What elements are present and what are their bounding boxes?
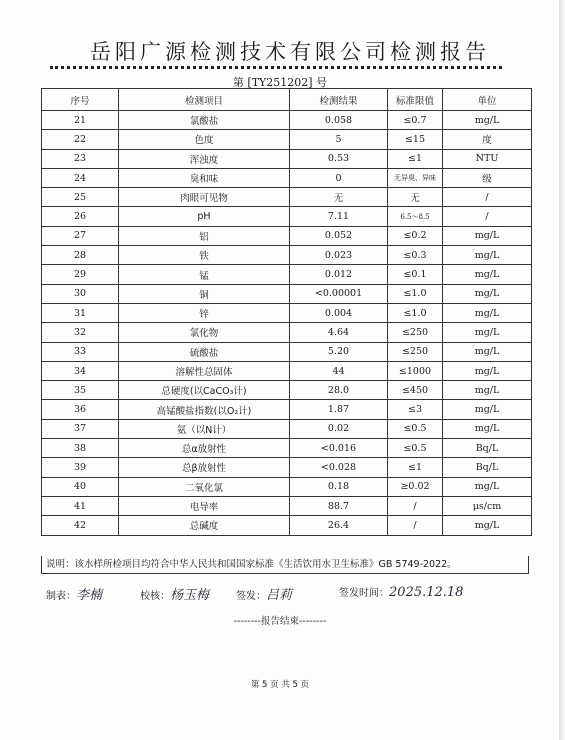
cell-limit: ≤1 xyxy=(388,149,443,168)
cell-unit: / xyxy=(443,188,532,207)
cell-result: 0.012 xyxy=(290,265,388,284)
col-header-limit: 标准限值 xyxy=(388,89,443,111)
cell-unit: 度 xyxy=(443,130,532,149)
cell-item: 总β放射性 xyxy=(119,458,290,477)
issued-by xyxy=(236,584,292,603)
cell-item: 总硬度(以CaCO₃计) xyxy=(119,381,290,400)
cell-limit: ≤0.5 xyxy=(388,419,443,438)
cell-no: 34 xyxy=(42,361,119,380)
issue-date-value: 2025.12.18 xyxy=(389,585,464,600)
cell-limit: ≤450 xyxy=(388,381,443,400)
cell-item: 溶解性总固体 xyxy=(119,361,290,380)
prepared-signature: 李楠 xyxy=(76,588,103,603)
cell-limit: ≤0.1 xyxy=(388,265,443,284)
cell-no: 21 xyxy=(42,111,119,130)
cell-item: 总碱度 xyxy=(119,516,290,535)
cell-result: 44 xyxy=(290,361,388,380)
cell-result: 0.53 xyxy=(290,149,388,168)
cell-no: 41 xyxy=(42,496,119,515)
cell-limit: ≤1 xyxy=(388,458,443,477)
cell-limit: ≤15 xyxy=(388,130,443,149)
cell-limit: / xyxy=(388,496,443,515)
cell-no: 27 xyxy=(42,226,119,245)
cell-limit: ≤3 xyxy=(388,400,443,419)
cell-no: 42 xyxy=(42,516,119,535)
table-row xyxy=(42,226,532,245)
cell-unit: mg/L xyxy=(443,381,532,400)
report-title: 岳阳广源检测技术有限公司检测报告 xyxy=(90,40,490,64)
cell-unit: μs/cm xyxy=(443,496,532,515)
cell-result: 4.64 xyxy=(290,323,388,342)
checked-label: 校核： xyxy=(140,591,170,602)
table-row xyxy=(42,207,532,226)
cell-unit: mg/L xyxy=(443,303,532,322)
cell-unit: mg/L xyxy=(443,361,532,380)
cell-unit: Bq/L xyxy=(443,458,532,477)
prepared-by xyxy=(46,584,102,603)
cell-result: 0.18 xyxy=(290,477,388,496)
checked-signature: 杨玉梅 xyxy=(170,588,210,603)
col-header-no: 序号 xyxy=(42,89,119,111)
cell-no: 22 xyxy=(42,130,119,149)
cell-no: 29 xyxy=(42,265,119,284)
cell-item: pH xyxy=(119,207,290,226)
issued-signature: 吕莉 xyxy=(266,588,293,603)
cell-item: 铜 xyxy=(119,284,290,303)
cell-no: 30 xyxy=(42,284,119,303)
table-row xyxy=(42,303,532,322)
cell-item: 总α放射性 xyxy=(119,439,290,458)
cell-result: 0.052 xyxy=(290,226,388,245)
title-divider xyxy=(50,66,502,69)
cell-unit: mg/L xyxy=(443,342,532,361)
cell-limit: 6.5～8.5 xyxy=(388,207,443,226)
cell-limit: ≤0.5 xyxy=(388,439,443,458)
col-header-unit: 单位 xyxy=(443,89,532,111)
page-number: 第 5 页 共 5 页 xyxy=(250,680,310,690)
cell-item: 氯化物 xyxy=(119,323,290,342)
cell-limit: ≤0.7 xyxy=(388,111,443,130)
cell-unit: mg/L xyxy=(443,265,532,284)
cell-item: 色度 xyxy=(119,130,290,149)
cell-limit: 无异臭、异味 xyxy=(388,168,443,187)
table-row xyxy=(42,400,532,419)
col-header-result: 检测结果 xyxy=(290,89,388,111)
cell-limit: / xyxy=(388,516,443,535)
cell-no: 39 xyxy=(42,458,119,477)
cell-unit: Bq/L xyxy=(443,439,532,458)
cell-result: 26.4 xyxy=(290,516,388,535)
cell-result: 88.7 xyxy=(290,496,388,515)
table-row xyxy=(42,168,532,187)
cell-no: 26 xyxy=(42,207,119,226)
table-row xyxy=(42,246,532,265)
cell-result: 5.20 xyxy=(290,342,388,361)
issue-date-label: 签发时间： xyxy=(339,588,389,599)
cell-item: 氨（以N计） xyxy=(119,419,290,438)
cell-limit: ≤1.0 xyxy=(388,284,443,303)
cell-no: 37 xyxy=(42,419,119,438)
table-row xyxy=(42,149,532,168)
cell-unit: 级 xyxy=(443,168,532,187)
cell-unit: / xyxy=(443,207,532,226)
table-row xyxy=(42,111,532,130)
cell-result: <0.028 xyxy=(290,458,388,477)
cell-result: 7.11 xyxy=(290,207,388,226)
table-row xyxy=(42,130,532,149)
cell-no: 31 xyxy=(42,303,119,322)
table-header-row xyxy=(42,89,532,111)
cell-unit: NTU xyxy=(443,149,532,168)
page-edge-shadow xyxy=(559,0,565,740)
cell-result: 28.0 xyxy=(290,381,388,400)
cell-limit: ≥0.02 xyxy=(388,477,443,496)
report-number: 第 [TY251202] 号 xyxy=(232,76,328,89)
cell-limit: ≤1.0 xyxy=(388,303,443,322)
cell-result: 无 xyxy=(290,188,388,207)
checked-by xyxy=(140,584,209,603)
col-header-item: 检测项目 xyxy=(119,89,290,111)
report-end: --------报告结束-------- xyxy=(233,616,327,627)
cell-item: 铝 xyxy=(119,226,290,245)
table-row xyxy=(42,284,532,303)
cell-result: 0 xyxy=(290,168,388,187)
cell-item: 高锰酸盐指数(以O₂计) xyxy=(119,400,290,419)
cell-result: 1.87 xyxy=(290,400,388,419)
table-row xyxy=(42,477,532,496)
cell-result: 0.02 xyxy=(290,419,388,438)
cell-unit: mg/L xyxy=(443,284,532,303)
table-row xyxy=(42,361,532,380)
cell-no: 23 xyxy=(42,149,119,168)
cell-item: 锰 xyxy=(119,265,290,284)
cell-result: 0.023 xyxy=(290,246,388,265)
cell-no: 25 xyxy=(42,188,119,207)
table-row xyxy=(42,188,532,207)
cell-no: 24 xyxy=(42,168,119,187)
table-row xyxy=(42,342,532,361)
table-row xyxy=(42,323,532,342)
table-row xyxy=(42,458,532,477)
cell-item: 浑浊度 xyxy=(119,149,290,168)
cell-unit: mg/L xyxy=(443,419,532,438)
cell-unit: mg/L xyxy=(443,400,532,419)
cell-item: 铁 xyxy=(119,246,290,265)
cell-item: 硫酸盐 xyxy=(119,342,290,361)
table-row xyxy=(42,381,532,400)
cell-unit: mg/L xyxy=(443,111,532,130)
prepared-label: 制表： xyxy=(46,591,76,602)
cell-item: 肉眼可见物 xyxy=(119,188,290,207)
cell-item: 臭和味 xyxy=(119,168,290,187)
cell-result: <0.00001 xyxy=(290,284,388,303)
table-row xyxy=(42,439,532,458)
cell-limit: ≤0.2 xyxy=(388,226,443,245)
cell-limit: ≤0.3 xyxy=(388,246,443,265)
cell-item: 锌 xyxy=(119,303,290,322)
table-row xyxy=(42,265,532,284)
cell-limit: ≤250 xyxy=(388,323,443,342)
cell-no: 32 xyxy=(42,323,119,342)
cell-result: 5 xyxy=(290,130,388,149)
issued-label: 签发： xyxy=(236,591,266,602)
cell-unit: mg/L xyxy=(443,226,532,245)
cell-limit: 无 xyxy=(388,188,443,207)
cell-no: 40 xyxy=(42,477,119,496)
conclusion-note: 说明：该水样所检项目均符合中华人民共和国国家标准《生活饮用水卫生标准》GB 5749-2022。 xyxy=(41,556,529,574)
table-row xyxy=(42,496,532,515)
cell-item: 电导率 xyxy=(119,496,290,515)
table-row xyxy=(42,516,532,535)
cell-unit: mg/L xyxy=(443,477,532,496)
cell-result: <0.016 xyxy=(290,439,388,458)
table-row xyxy=(42,419,532,438)
issue-date xyxy=(339,584,463,600)
cell-no: 38 xyxy=(42,439,119,458)
cell-item: 氯酸盐 xyxy=(119,111,290,130)
cell-no: 36 xyxy=(42,400,119,419)
cell-limit: ≤250 xyxy=(388,342,443,361)
results-table xyxy=(41,88,532,536)
cell-unit: mg/L xyxy=(443,323,532,342)
cell-no: 35 xyxy=(42,381,119,400)
cell-unit: mg/L xyxy=(443,516,532,535)
cell-result: 0.058 xyxy=(290,111,388,130)
cell-limit: ≤1000 xyxy=(388,361,443,380)
cell-no: 28 xyxy=(42,246,119,265)
cell-unit: mg/L xyxy=(443,246,532,265)
cell-no: 33 xyxy=(42,342,119,361)
cell-result: 0.004 xyxy=(290,303,388,322)
cell-item: 二氧化氯 xyxy=(119,477,290,496)
